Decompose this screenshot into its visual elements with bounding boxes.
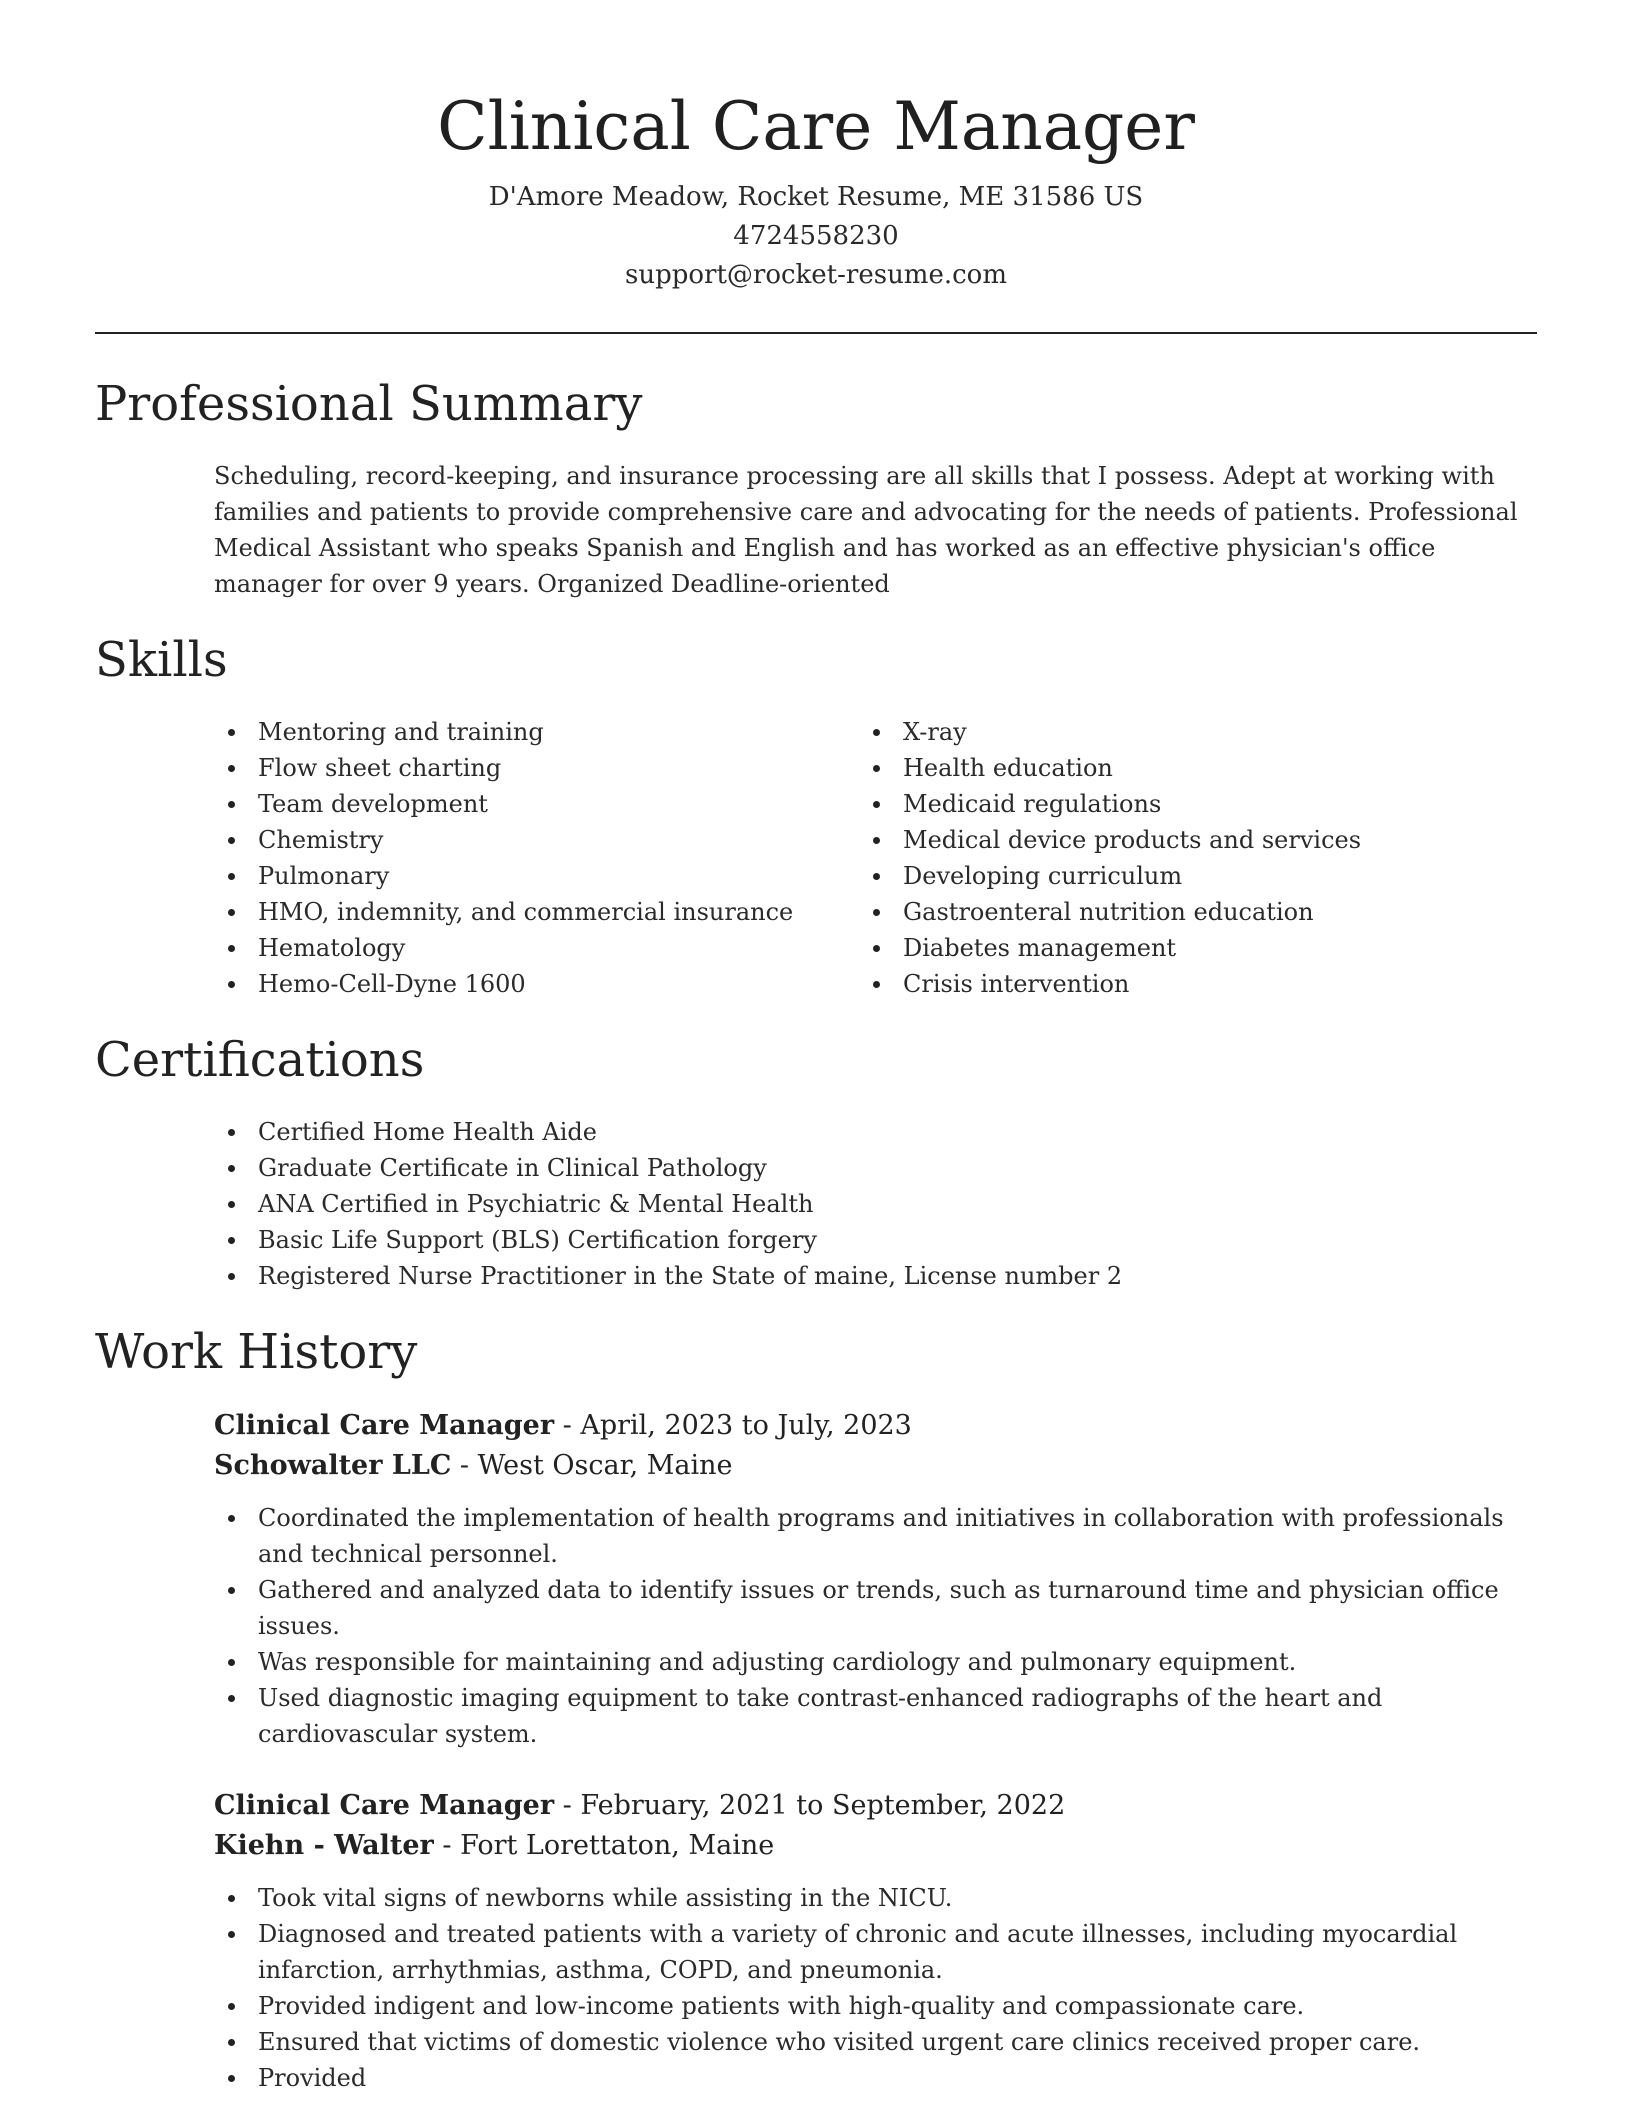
skill-item: Gastroenteral nutrition education <box>859 894 1504 930</box>
contact-block <box>95 178 1537 295</box>
job-duty: Was responsible for maintaining and adjusting cardiology and pulmonary equipment. <box>214 1644 1537 1680</box>
job-duties-list <box>214 1880 1537 2096</box>
summary-section <box>95 372 1537 602</box>
job-title-line <box>214 1406 1537 1446</box>
skill-item: Crisis intervention <box>859 966 1504 1002</box>
skills-columns <box>214 714 1537 1002</box>
certification-item: Basic Life Support (BLS) Certification forgery <box>214 1222 1537 1258</box>
skills-list-right <box>859 714 1504 1002</box>
skill-item: Health education <box>859 750 1504 786</box>
job-duties-list <box>214 1500 1537 1752</box>
job-duty: Coordinated the implementation of health programs and initiatives in collaboration with professionals and technical personnel. <box>214 1500 1537 1572</box>
email: support@rocket-resume.com <box>624 260 1007 290</box>
skill-item: Diabetes management <box>859 930 1504 966</box>
job-company-line <box>214 1826 1537 1866</box>
job-entry <box>214 1786 1537 2096</box>
skill-item: Chemistry <box>214 822 859 858</box>
skill-item: Team development <box>214 786 859 822</box>
job-company: Schowalter LLC <box>214 1450 452 1481</box>
skills-section <box>95 628 1537 1002</box>
skills-list-left <box>214 714 859 1002</box>
job-duty: Provided <box>214 2060 1537 2096</box>
certifications-heading: Certifications <box>95 1032 425 1088</box>
job-duty: Ensured that victims of domestic violence who visited urgent care clinics received proper care. <box>214 2024 1537 2060</box>
certification-item: ANA Certified in Psychiatric & Mental Health <box>214 1186 1537 1222</box>
certifications-section <box>95 1028 1537 1294</box>
address: D'Amore Meadow, Rocket Resume, ME 31586 US <box>488 182 1144 212</box>
certification-item: Graduate Certificate in Clinical Pathology <box>214 1150 1537 1186</box>
job-duty: Gathered and analyzed data to identify issues or trends, such as turnaround time and physician office issues. <box>214 1572 1537 1644</box>
skill-item: Hemo-Cell-Dyne 1600 <box>214 966 859 1002</box>
skill-item: X-ray <box>859 714 1504 750</box>
summary-text: Scheduling, record-keeping, and insurance processing are all skills that I possess. Adept at working with families and patients to provide comprehensive care and advocating for the needs of patients. Professional Medical Assistant who speaks Spanish and English and has worked as an effective physician's office manager for over 9 years. Organized Deadline-oriented <box>214 462 1518 598</box>
job-company-line <box>214 1446 1537 1486</box>
skill-item: Developing curriculum <box>859 858 1504 894</box>
work-history-heading: Work History <box>95 1324 418 1380</box>
skill-item: HMO, indemnity, and commercial insurance <box>214 894 859 930</box>
certification-item: Certified Home Health Aide <box>214 1114 1537 1150</box>
phone: 4724558230 <box>733 221 899 251</box>
job-duty: Used diagnostic imaging equipment to take contrast-enhanced radiographs of the heart and cardiovascular system. <box>214 1680 1537 1752</box>
job-title-line <box>214 1786 1537 1826</box>
work-history-section <box>95 1320 1537 2096</box>
skill-item: Medical device products and services <box>859 822 1504 858</box>
skill-item: Medicaid regulations <box>859 786 1504 822</box>
certification-item: Registered Nurse Practitioner in the State of maine, License number 2 <box>214 1258 1537 1294</box>
skill-item: Hematology <box>214 930 859 966</box>
job-entry <box>214 1406 1537 1752</box>
job-role: Clinical Care Manager <box>214 1790 555 1821</box>
job-company: Kiehn - Walter <box>214 1830 434 1861</box>
skill-item: Flow sheet charting <box>214 750 859 786</box>
job-duty: Provided indigent and low-income patients with high-quality and compassionate care. <box>214 1988 1537 2024</box>
candidate-name: Clinical Care Manager <box>437 88 1195 165</box>
job-location: - West Oscar, Maine <box>451 1450 733 1481</box>
job-dates: - April, 2023 to July, 2023 <box>554 1410 912 1441</box>
job-duty: Diagnosed and treated patients with a variety of chronic and acute illnesses, including myocardial infarction, arrhythmias, asthma, COPD, and pneumonia. <box>214 1916 1537 1988</box>
skill-item: Mentoring and training <box>214 714 859 750</box>
certifications-list <box>214 1114 1537 1294</box>
skill-item: Pulmonary <box>214 858 859 894</box>
header-divider <box>95 332 1537 334</box>
job-role: Clinical Care Manager <box>214 1410 555 1441</box>
job-dates: - February, 2021 to September, 2022 <box>554 1790 1066 1821</box>
summary-heading: Professional Summary <box>95 376 643 432</box>
skills-heading: Skills <box>95 632 228 688</box>
job-duty: Took vital signs of newborns while assisting in the NICU. <box>214 1880 1537 1916</box>
job-location: - Fort Lorettaton, Maine <box>433 1830 775 1861</box>
